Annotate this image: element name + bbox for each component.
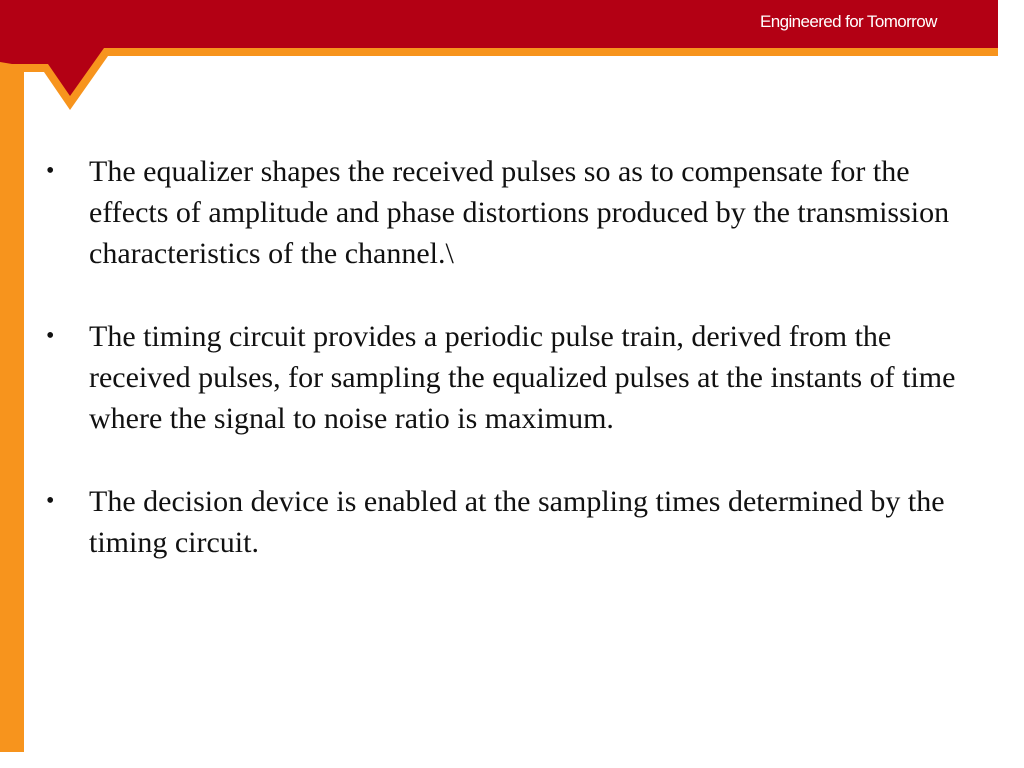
bullet-text: The timing circuit provides a periodic pulse train, derived from the received pulses, for sampling the equalized pulses at the instants of time where the signal to noise ratio is maximum. <box>89 320 956 435</box>
bullet-text: The decision device is enabled at the sampling times determined by the timing circuit. <box>89 485 945 559</box>
bullet-text: The equalizer shapes the received pulses so as to compensate for the effects of amplitude and phase distortions produced by the transmission characteristics of the channel.\ <box>89 155 950 270</box>
bullet-marker: • <box>46 488 55 514</box>
bullet-item <box>46 151 966 274</box>
bullet-item <box>46 481 966 563</box>
left-rule <box>24 72 26 752</box>
bullet-item <box>46 316 966 439</box>
bullet-list <box>46 151 966 605</box>
bullet-marker: • <box>46 158 55 184</box>
bullet-marker: • <box>46 323 55 349</box>
header-tagline: Engineered for Tomorrow <box>760 12 937 31</box>
